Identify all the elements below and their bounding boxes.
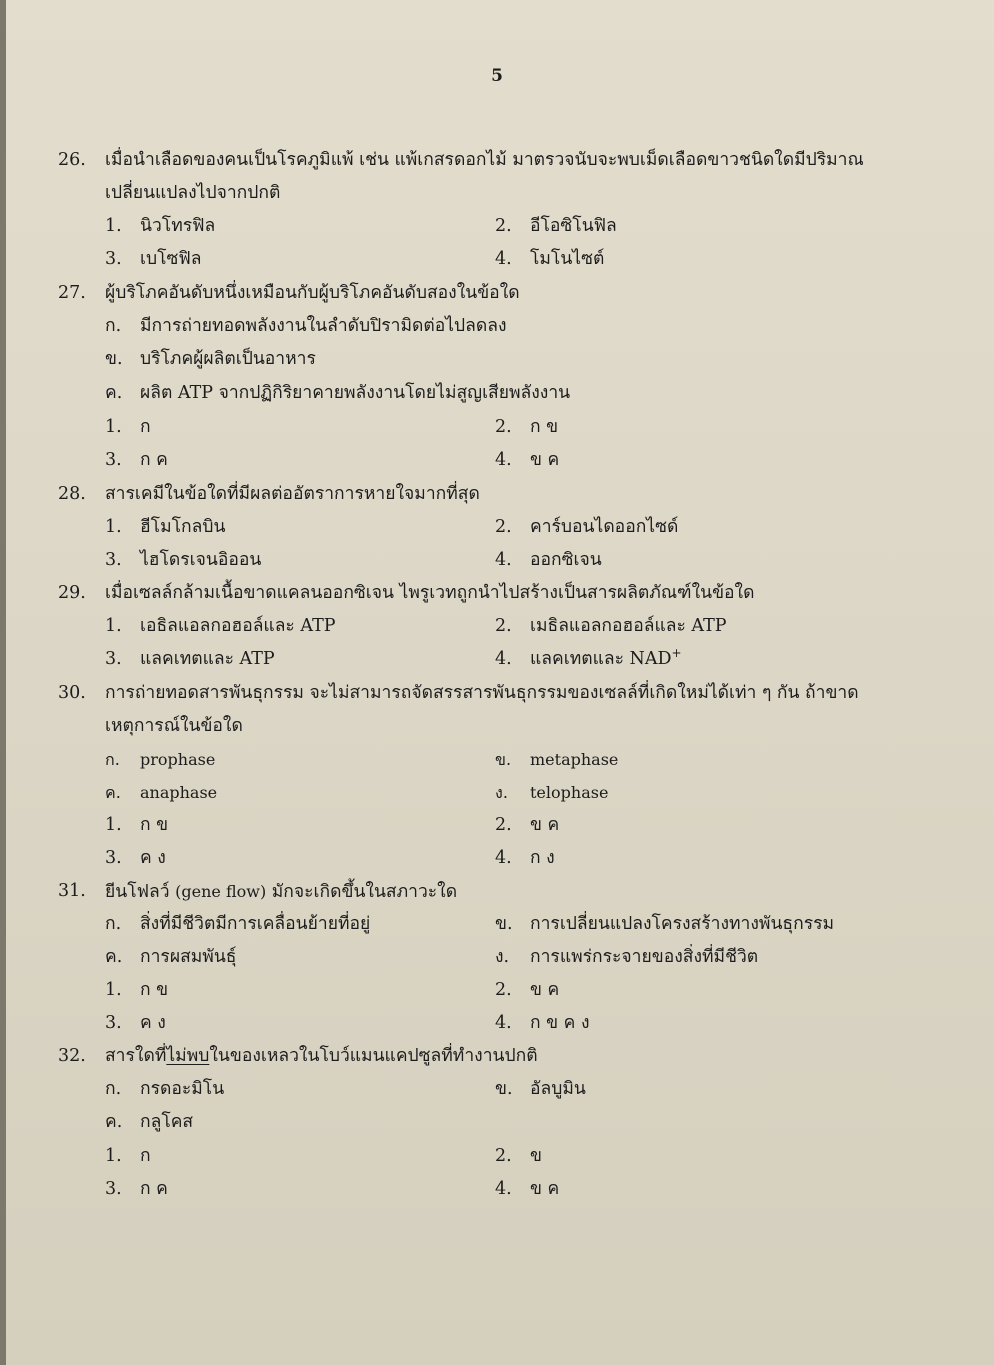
statement [495,941,758,974]
question-text: สารใดที่ไม่พบในของเหลวในโบว์แมนแคปซูลที่ทำงานปกติ [105,1046,538,1066]
choice [495,511,678,544]
statement [105,908,370,941]
choice-text: ก ข [140,815,169,835]
choice [105,1140,151,1173]
choice-text: อีโอซิโนฟิล [530,216,617,236]
statement-label: ง. [495,783,508,802]
statement-text: prophase [140,750,216,769]
choice [495,974,559,1007]
question-number: 26. [58,150,86,170]
choice [495,643,682,676]
statement-text: มีการถ่ายทอดพลังงานในลำดับปิรามิดต่อไปลดลง [140,316,507,336]
statement-label: ค. [105,947,123,967]
statement [495,776,608,809]
choice [105,411,151,444]
statement-label: ก. [105,316,122,336]
choice [105,544,261,577]
statement-label: ค. [105,383,123,403]
statement-text: สิ่งที่มีชีวิตมีการเคลื่อนย้ายที่อยู่ [140,914,371,934]
statement-label: ข. [105,349,123,369]
choice [105,243,201,276]
question-text: เมื่อเซลล์กล้ามเนื้อขาดแคลนออกซิเจน ไพรูเวทถูกนำไปสร้างเป็นสารผลิตภัณฑ์ในข้อใด [105,583,755,603]
question-text: เปลี่ยนแปลงไปจากปกติ [105,183,281,203]
choice-label: 1. [105,417,122,437]
statement [105,743,215,776]
choice-text: เมธิลแอลกอฮอล์และ ATP [530,616,727,636]
choice-text: นิวโทรฟิล [140,216,216,236]
statement-text: telophase [530,783,609,802]
choice-label: 1. [105,216,122,236]
choice-text: ก [140,417,151,437]
english-term: (gene flow) [175,882,267,901]
choice-label: 3. [105,649,122,669]
choice-label: 4. [495,450,512,470]
choice-label: 1. [105,517,122,537]
choice-label: 3. [105,450,122,470]
statement-label: ง. [495,947,510,967]
choice-text: ข ค [530,450,560,470]
statement-label: ค. [105,783,121,802]
choice [105,511,225,544]
statement [495,743,618,776]
choice-label: 3. [105,550,122,570]
choice-label: 2. [495,517,512,537]
statement [105,776,217,809]
question-number: 29. [58,583,86,603]
underlined-emphasis: ไม่พบ [166,1046,210,1066]
statement-text: บริโภคผู้ผลิตเป็นอาหาร [140,349,316,369]
page-number: 5 [491,66,503,86]
statement-label: ก. [105,1079,122,1099]
statement [105,1073,224,1106]
choice [495,610,727,643]
choice-label: 1. [105,616,122,636]
choice [495,1007,590,1040]
statement-label: ข. [495,914,513,934]
choice [495,1173,559,1206]
choice-text: ก ค [140,1179,168,1199]
statement-text: การผสมพันธุ์ [140,947,237,967]
choice-label: 4. [495,550,512,570]
choice-text: ก ข [530,417,559,437]
choice-text: ก ข ค ง [530,1013,590,1033]
question-number: 28. [58,484,86,504]
choice-text: ค ง [140,848,166,868]
choice-label: 4. [495,1013,512,1033]
choice-text: คาร์บอนไดออกไซด์ [530,517,679,537]
choice-text: ข ค [530,1179,560,1199]
statement-text: การแพร่กระจายของสิ่งที่มีชีวิต [530,947,759,967]
choice [105,444,168,477]
choice-label: 3. [105,249,122,269]
statement [495,908,834,941]
choice [105,809,168,842]
choice-text: ข ค [530,815,560,835]
choice-text: ก ง [530,848,555,868]
choice-label: 1. [105,815,122,835]
choice-label: 4. [495,249,512,269]
choice-text: เอธิลแอลกอฮอล์และ ATP [140,616,336,636]
statement-text: อัลบูมิน [530,1079,586,1099]
question-number: 31. [58,881,86,901]
statement-label: ก. [105,750,120,769]
choice [105,1173,168,1206]
choice [495,444,559,477]
choice-label: 3. [105,848,122,868]
superscript: + [671,646,682,661]
statement [105,1106,193,1139]
choice-text: ฮีโมโกลบิน [140,517,226,537]
statement-label: ข. [495,750,512,769]
statement-label: ข. [495,1079,513,1099]
statement-text: ผลิต ATP จากปฏิกิริยาคายพลังงานโดยไม่สูญเสียพลังงาน [140,383,571,403]
choice [105,210,215,243]
choice-label: 1. [105,980,122,1000]
choice [495,210,617,243]
question-text: สารเคมีในข้อใดที่มีผลต่ออัตราการหายใจมากที่สุด [105,484,480,504]
choice-label: 2. [495,417,512,437]
statement [105,343,316,376]
choice-label: 4. [495,649,512,669]
choice-text: โมโนไซต์ [530,249,605,269]
choice [495,842,555,875]
statement-text: การเปลี่ยนแปลงโครงสร้างทางพันธุกรรม [530,914,835,934]
choice-text: ค ง [140,1013,166,1033]
choice-text: ข [530,1146,542,1166]
choice-label: 2. [495,216,512,236]
choice [105,842,166,875]
choice-label: 4. [495,1179,512,1199]
question-text: เมื่อนำเลือดของคนเป็นโรคภูมิแพ้ เช่น แพ้เกสรดอกไม้ มาตรวจนับจะพบเม็ดเลือดขาวชนิดใดมีปริมาณ [105,150,864,170]
question-number: 27. [58,283,86,303]
choice-label: 2. [495,815,512,835]
choice-label: 2. [495,616,512,636]
choice [495,809,559,842]
choice-label: 1. [105,1146,122,1166]
statement [105,377,570,410]
statement-label: ก. [105,914,122,934]
statement-text: anaphase [140,783,218,802]
question-number: 30. [58,683,86,703]
statement [105,310,507,343]
question-number: 32. [58,1046,86,1066]
question-text: การถ่ายทอดสารพันธุกรรม จะไม่สามารถจัดสรรสารพันธุกรรมของเซลล์ที่เกิดใหม่ได้เท่า ๆ กัน ถ้าขาด [105,683,859,703]
statement-label: ค. [105,1112,123,1132]
choice-text: ก ข [140,980,169,1000]
page-edge-shadow [0,0,6,1365]
choice-label: 2. [495,980,512,1000]
choice [105,610,336,643]
question-text: เหตุการณ์ในข้อใด [105,716,243,736]
choice-text: ก [140,1146,151,1166]
choice [105,643,275,676]
choice-text: ออกซิเจน [530,550,602,570]
choice [495,411,558,444]
choice-text: แลคเทตและ NAD [530,649,672,669]
statement-text: กรดอะมิโน [140,1079,225,1099]
choice-label: 3. [105,1013,122,1033]
choice [495,1140,542,1173]
choice-label: 4. [495,848,512,868]
choice-text: เบโซฟิล [140,249,202,269]
statement [495,1073,586,1106]
choice [495,243,604,276]
choice [105,974,168,1007]
choice [495,544,602,577]
statement [105,941,236,974]
choice [105,1007,166,1040]
choice-text: ไฮโดรเจนอิออน [140,550,262,570]
choice-text: ก ค [140,450,168,470]
choice-label: 2. [495,1146,512,1166]
choice-label: 3. [105,1179,122,1199]
statement-text: กลูโคส [140,1112,194,1132]
question-text: ยีนโฟลว์ (gene flow) มักจะเกิดขึ้นในสภาวะใด [105,882,458,902]
statement-text: metaphase [530,750,619,769]
choice-text: ข ค [530,980,560,1000]
choice-text: แลคเทตและ ATP [140,649,275,669]
question-text: ผู้บริโภคอันดับหนึ่งเหมือนกับผู้บริโภคอันดับสองในข้อใด [105,283,520,303]
